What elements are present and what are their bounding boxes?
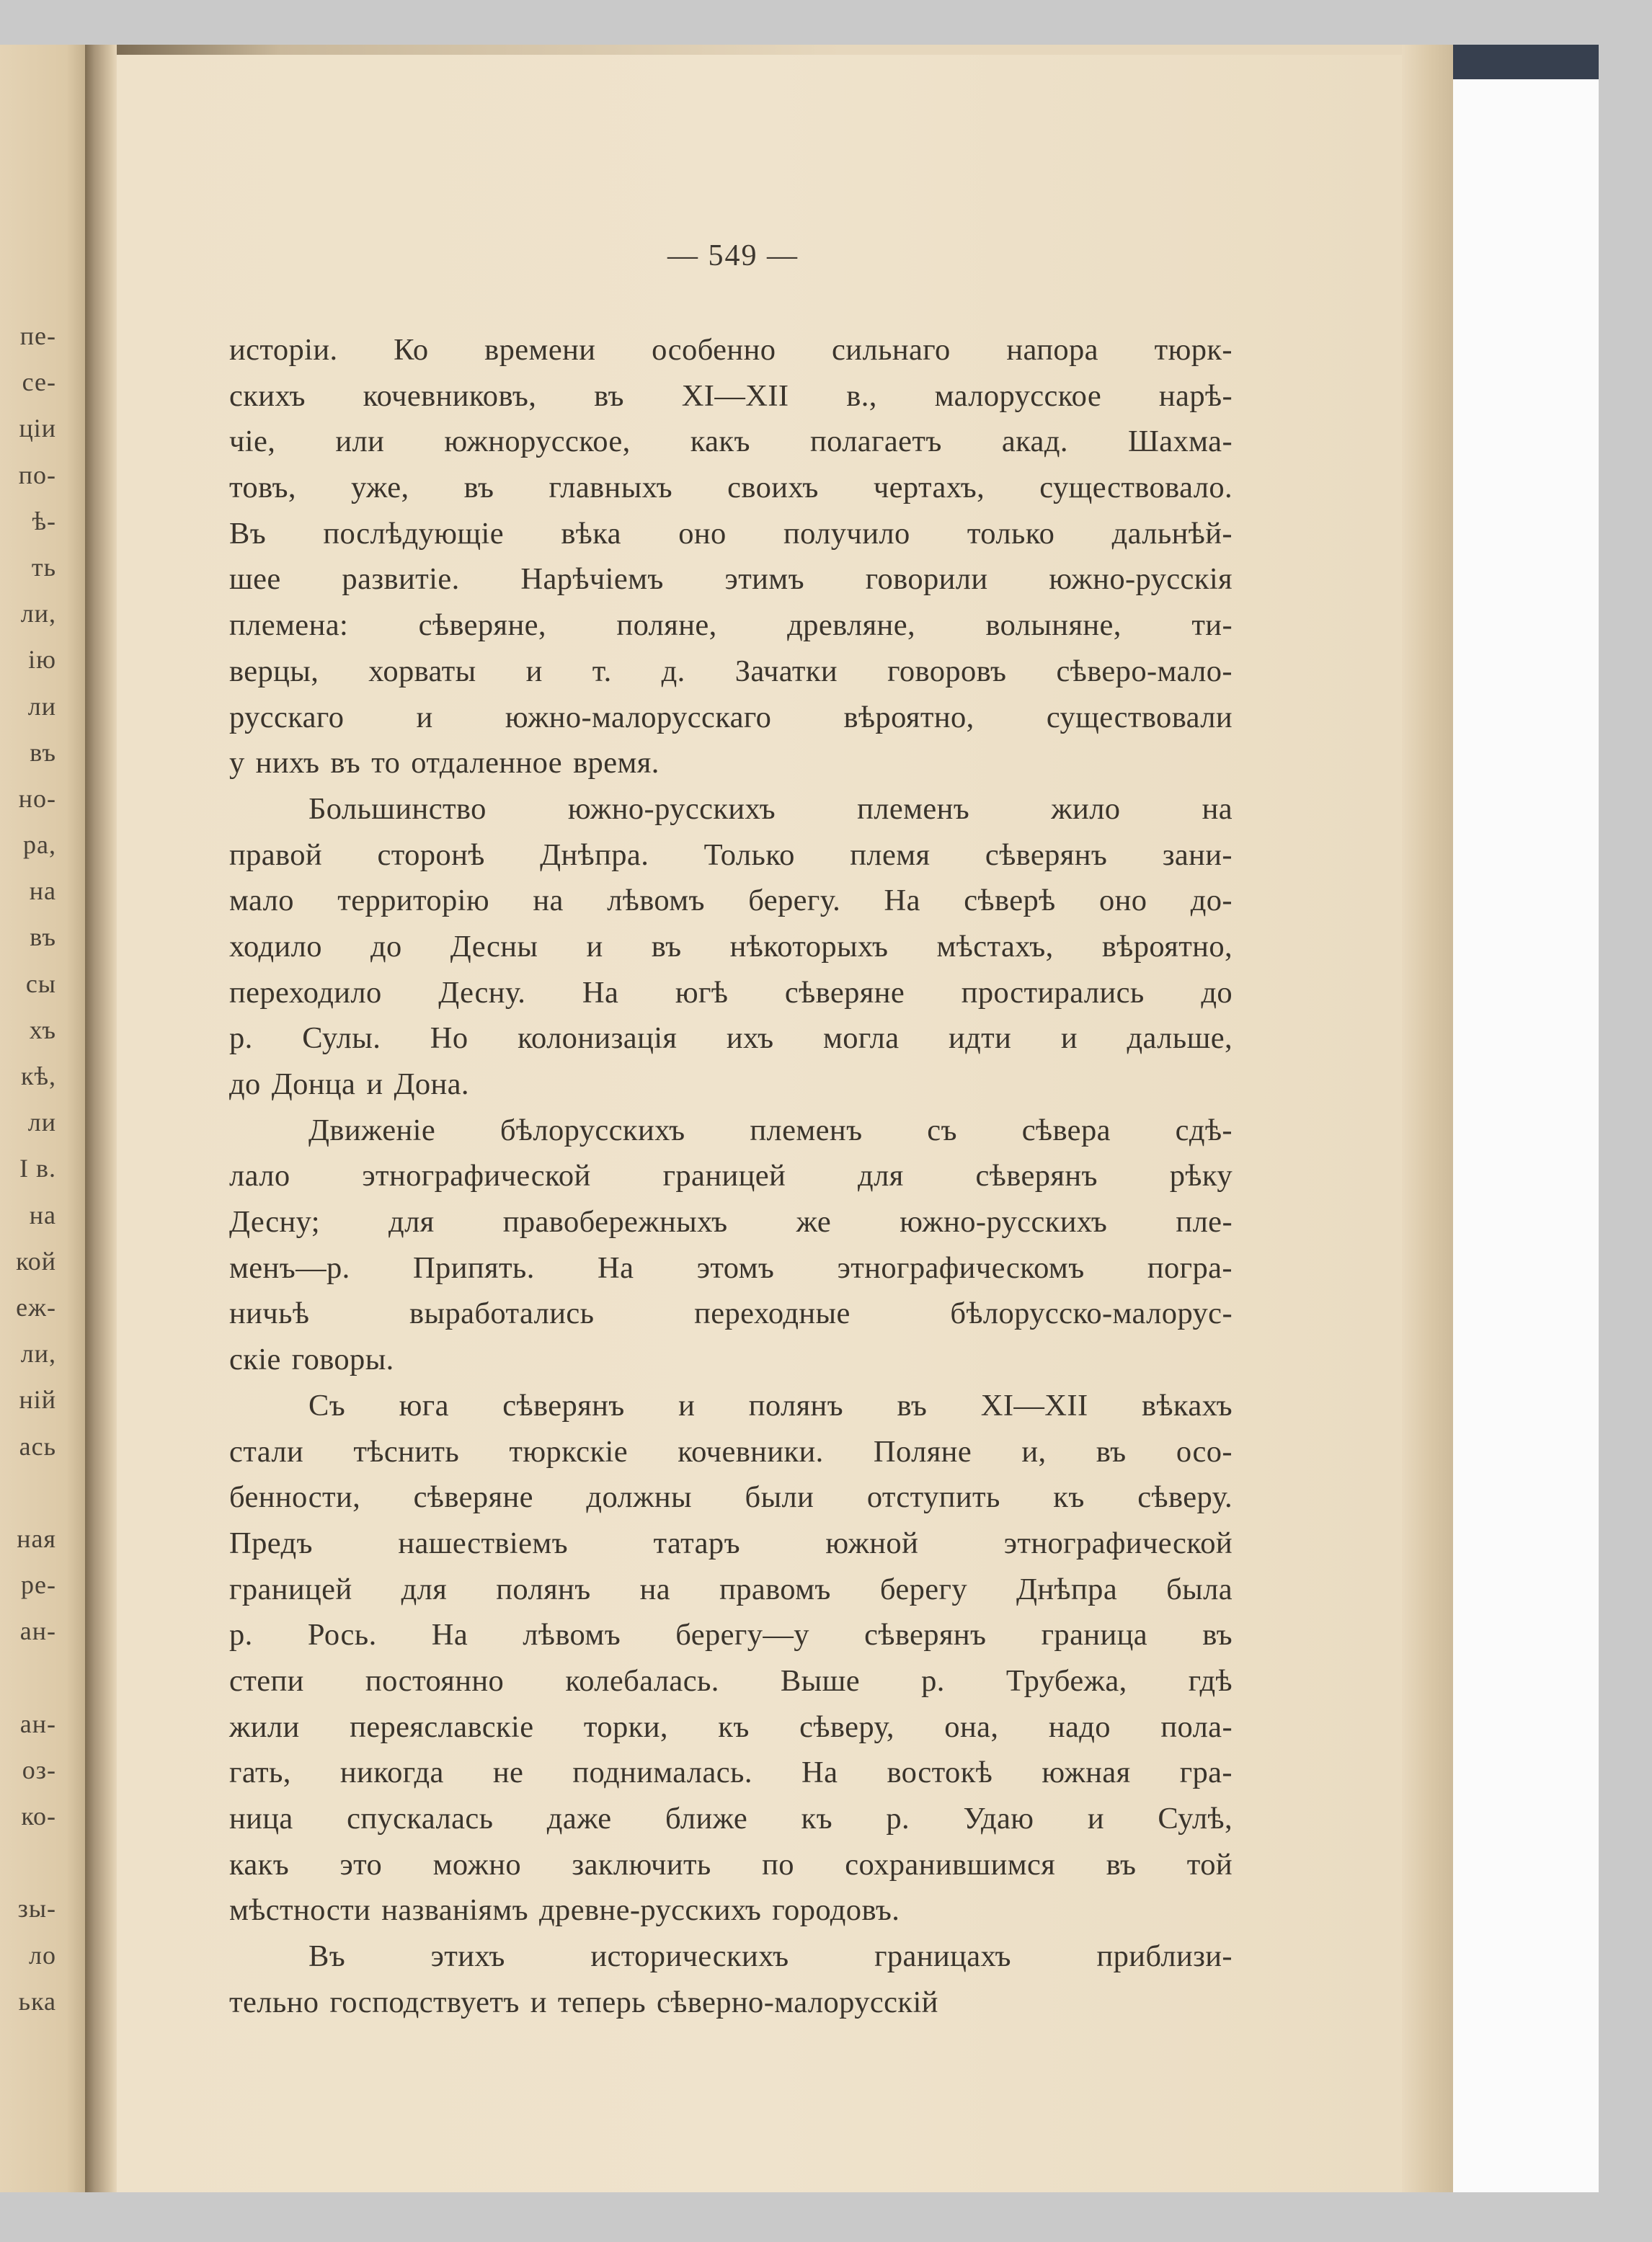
left-page-fragment: зы-: [17, 1894, 56, 1923]
left-page-fragment: [3, 1469, 56, 1516]
text-line: мѣстности названіямъ древне-русскихъ городовъ.: [229, 1893, 900, 1928]
left-page-fragment: сы: [25, 969, 56, 998]
text-line: границей для полянъ на правомъ берегу Днѣпра была: [229, 1572, 1233, 1606]
left-page-fragment: ѣ-: [32, 506, 56, 535]
body-text: [229, 327, 1233, 2025]
left-page-fragment: ію: [28, 645, 56, 675]
page-outer-edge: [1402, 45, 1453, 2192]
text-line: до Донца и Дона.: [229, 1067, 469, 1101]
left-page-fragment: кѣ,: [20, 1062, 56, 1090]
left-page-fragment: еж-: [16, 1292, 56, 1322]
text-line: у нихъ въ то отдаленное время.: [229, 746, 660, 780]
left-page-fragment: ли,: [20, 1339, 56, 1369]
left-page-fragment: ли: [27, 1108, 56, 1137]
text-line: переходило Десну. На югѣ сѣверяне простирались до: [229, 975, 1233, 1010]
left-facing-page: [0, 45, 95, 2192]
text-line: скихъ кочевниковъ, въ XI—XII в., малорусское нарѣ-: [229, 378, 1233, 413]
book-gutter: [85, 45, 117, 2192]
left-page-fragment: на: [29, 1200, 56, 1229]
text-line: ничьѣ выработались переходные бѣлорусско-малорус-: [229, 1296, 1233, 1331]
left-page-fragment: въ: [30, 737, 56, 767]
text-line: тельно господствуетъ и теперь сѣверно-малорусскій: [229, 1985, 938, 2019]
text-line: ходило до Десны и въ нѣкоторыхъ мѣстахъ, вѣроятно,: [229, 929, 1233, 964]
text-line: бенности, сѣверяне должны были отступить къ сѣверу.: [229, 1480, 1233, 1515]
text-line: стали тѣснить тюркскіе кочевники. Поляне и, въ осо-: [229, 1434, 1233, 1469]
text-line: скіе говоры.: [229, 1343, 394, 1377]
left-page-fragment: по-: [18, 460, 56, 489]
text-line: ница спускалась даже ближе къ р. Удаю и Сулѣ,: [229, 1802, 1233, 1836]
page-number: — 549 —: [667, 239, 799, 272]
scanner-corner: [1453, 45, 1599, 79]
left-page-fragment: хъ: [29, 1015, 56, 1044]
left-page-fragment: ній: [19, 1385, 56, 1415]
text-line: племена: сѣверяне, поляне, древляне, волыняне, ти-: [229, 608, 1233, 643]
left-page-fragment: ась: [19, 1431, 56, 1461]
left-page-fragment: ан-: [19, 1709, 56, 1738]
text-line: Въ этихъ историческихъ границахъ приблизи-: [308, 1939, 1233, 1974]
left-page-fragment: ли: [27, 691, 56, 721]
text-line: Въ послѣдующіе вѣка оно получило только дальнѣй-: [229, 516, 1233, 551]
text-line: чіе, или южнорусское, какъ полагаетъ акад. Шахма-: [229, 424, 1233, 459]
text-line: Предъ нашествіемъ татаръ южной этнографической: [229, 1526, 1233, 1560]
right-page: [117, 55, 1402, 2192]
left-page-fragment: но-: [18, 783, 56, 813]
left-page-fragment: пе-: [19, 321, 56, 350]
left-page-fragment: I в.: [19, 1154, 56, 1183]
text-line: шее развитіе. Нарѣчіемъ этимъ говорили южно-русскія: [229, 562, 1233, 597]
left-page-fragment: кой: [16, 1246, 56, 1276]
left-page-fragment: се-: [22, 368, 56, 397]
text-line: степи постоянно колебалась. Выше р. Трубежа, гдѣ: [229, 1663, 1233, 1698]
left-page-fragment: ло: [29, 1940, 56, 1970]
left-page-fragment: [3, 1839, 56, 1885]
scanner-margin: [1453, 45, 1599, 2192]
text-line: исторіи. Ко времени особенно сильнаго напора тюрк-: [229, 333, 1233, 367]
text-line: лало этнографической границей для сѣверянъ рѣку: [229, 1159, 1233, 1193]
text-line: менъ—р. Припять. На этомъ этнографическомъ погра-: [229, 1250, 1233, 1285]
left-page-fragment: ко-: [21, 1802, 56, 1830]
text-line: Десну; для правобережныхъ же южно-русскихъ пле-: [229, 1205, 1233, 1240]
left-page-fragment: ть: [31, 552, 56, 582]
text-line: верцы, хорваты и т. д. Зачатки говоровъ сѣверо-мало-: [229, 654, 1233, 688]
text-line: р. Рось. На лѣвомъ берегу—у сѣверянъ граница въ: [229, 1618, 1233, 1652]
text-line: мало территорію на лѣвомъ берегу. На сѣверѣ оно до-: [229, 884, 1233, 918]
left-page-fragments: [3, 313, 56, 2024]
text-line: Большинство южно-русскихъ племенъ жило на: [308, 791, 1233, 826]
left-page-fragment: ли,: [20, 599, 56, 628]
left-page-fragment: оз-: [22, 1755, 56, 1784]
left-page-fragment: на: [29, 876, 56, 906]
text-line: жили переяславскіе торки, къ сѣверу, она, надо пола-: [229, 1709, 1233, 1744]
text-line: какъ это можно заключить по сохранившимся въ той: [229, 1847, 1233, 1882]
text-line: Съ юга сѣверянъ и полянъ въ XI—XII вѣкахъ: [308, 1388, 1233, 1423]
text-line: гать, никогда не поднималась. На востокѣ южная гра-: [229, 1756, 1233, 1790]
left-page-fragment: ан-: [19, 1616, 56, 1646]
left-page-fragment: въ: [30, 922, 56, 952]
text-line: правой сторонѣ Днѣпра. Только племя сѣверянъ зани-: [229, 837, 1233, 872]
left-page-fragment: ра,: [23, 830, 56, 860]
text-line: русскаго и южно-малорусскаго вѣроятно, существовали: [229, 700, 1233, 734]
left-page-fragment: ціи: [19, 414, 56, 443]
book-top-edge: [0, 45, 1402, 55]
left-page-fragment: ька: [18, 1986, 56, 2016]
text-line: товъ, уже, въ главныхъ своихъ чертахъ, существовало.: [229, 471, 1233, 505]
text-line: р. Сулы. Но колонизація ихъ могла идти и дальше,: [229, 1021, 1233, 1056]
left-page-fragment: ная: [17, 1523, 56, 1553]
left-page-fragment: ре-: [21, 1570, 56, 1600]
left-page-fragment: [3, 1654, 56, 1700]
text-line: Движеніе бѣлорусскихъ племенъ съ сѣвера сдѣ-: [308, 1113, 1233, 1147]
